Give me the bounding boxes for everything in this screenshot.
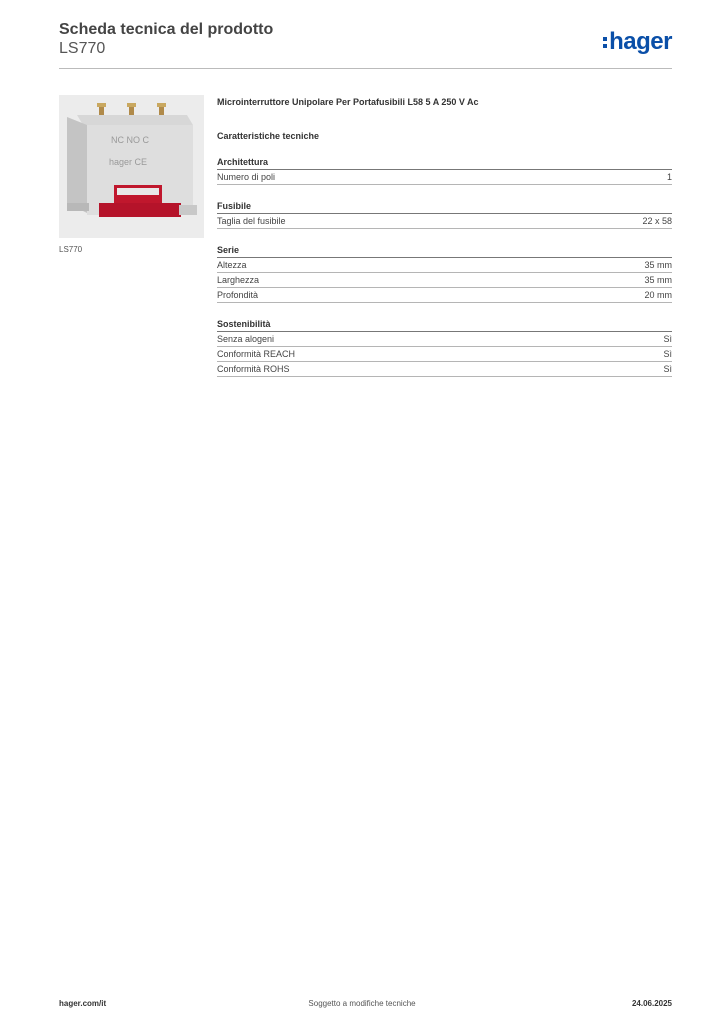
- footer-date: 24.06.2025: [631, 999, 672, 1008]
- product-code: LS770: [59, 40, 106, 57]
- microswitch-illustration: [59, 95, 204, 238]
- spec-value: 22 x 58: [642, 216, 672, 226]
- group-title-architettura: Architettura: [217, 157, 672, 170]
- spec-value: 35 mm: [644, 275, 672, 285]
- page-title: Scheda tecnica del prodotto: [59, 21, 274, 38]
- spec-label: Taglia del fusibile: [217, 216, 286, 226]
- spec-row: [217, 347, 672, 362]
- section-title: Caratteristiche tecniche: [217, 131, 320, 141]
- logo-dots-icon: [603, 37, 607, 48]
- spec-row: [217, 170, 672, 185]
- spec-label: Altezza: [217, 260, 247, 270]
- spec-value: Sì: [663, 364, 672, 374]
- spec-label: Larghezza: [217, 275, 260, 285]
- spec-row: [217, 273, 672, 288]
- footer-website-link[interactable]: hager.com/it: [59, 999, 107, 1008]
- group-title-sostenibilita: Sostenibilità: [217, 319, 672, 332]
- spec-row: [217, 214, 672, 229]
- group-title-serie: Serie: [217, 245, 672, 258]
- marking-text-2: hager CE: [109, 157, 148, 167]
- spec-label: Conformità ROHS: [217, 364, 290, 374]
- hager-logo: [603, 28, 672, 56]
- spec-label: Profondità: [217, 290, 259, 300]
- spec-value: 1: [666, 172, 672, 182]
- spec-label: Senza alogeni: [217, 334, 275, 344]
- product-image: [59, 95, 204, 238]
- product-name: Microinterruttore Unipolare Per Portafusibili L58 5 A 250 V Ac: [217, 97, 479, 107]
- spec-value: 20 mm: [644, 290, 672, 300]
- spec-value: Sì: [663, 334, 672, 344]
- header-divider: [59, 68, 672, 69]
- spec-value: Sì: [663, 349, 672, 359]
- marking-text-1: NC NO C: [111, 135, 149, 145]
- spec-row: [217, 332, 672, 347]
- spec-value: 35 mm: [644, 260, 672, 270]
- spec-row: [217, 288, 672, 303]
- footer-note: Soggetto a modifiche tecniche: [308, 999, 416, 1008]
- group-title-fusibile: Fusibile: [217, 201, 672, 214]
- spec-label: Conformità REACH: [217, 349, 296, 359]
- spec-label: Numero di poli: [217, 172, 276, 182]
- image-caption: LS770: [59, 245, 83, 254]
- spec-row: [217, 362, 672, 377]
- spec-row: [217, 258, 672, 273]
- logo-text: hager: [609, 28, 672, 55]
- spec-content: [217, 97, 672, 377]
